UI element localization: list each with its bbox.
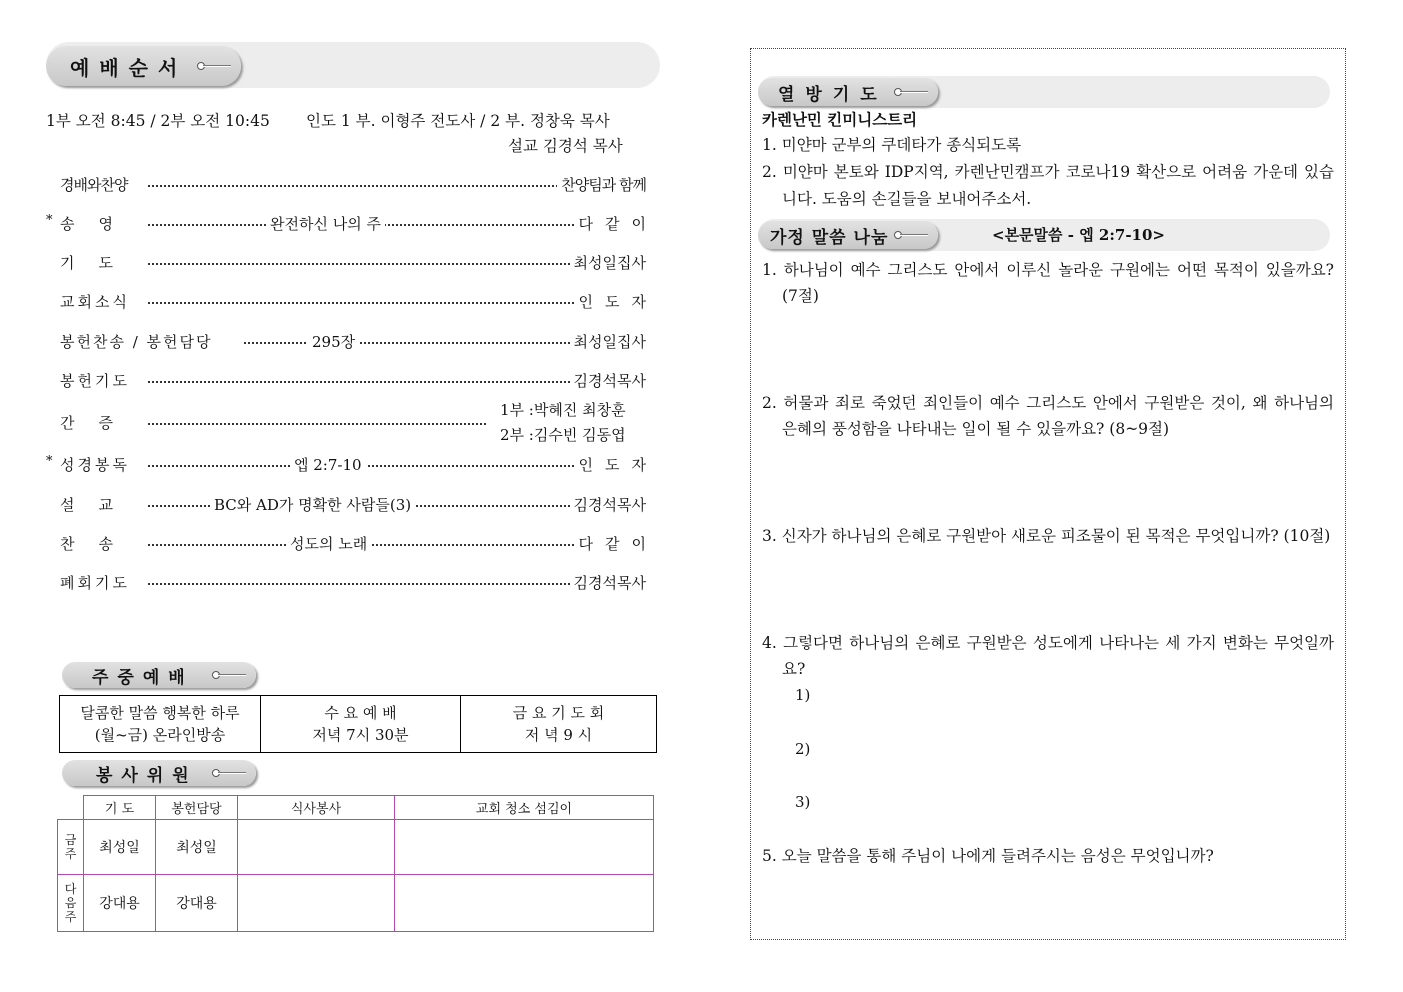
order-label: 설교 <box>60 495 137 514</box>
order-label: 경배와찬양 <box>60 175 128 194</box>
service-cell: 최성일 <box>156 820 238 875</box>
service-leaders: 인도 1 부. 이형주 전도사 / 2 부. 정창욱 목사 <box>306 112 610 130</box>
weekday-cell: 달콤한 말씀 행복한 하루 (월~금) 온라인방송 <box>60 696 261 753</box>
service-header-cell: 교회 청소 섬김이 <box>395 796 654 820</box>
order-right: 김경석목사 <box>570 572 646 593</box>
service-header <box>62 760 256 786</box>
order-right: 찬양팀과 함께 <box>557 174 646 195</box>
sermon-line: 설교 김경석 목사 <box>508 137 623 155</box>
order-row <box>46 570 646 594</box>
week-label: 다음주 <box>58 875 84 932</box>
order-middle: 295장 <box>308 331 359 352</box>
order-row <box>46 289 658 313</box>
order-label: 찬송 <box>60 534 137 553</box>
weekday-table <box>59 695 657 753</box>
prayer-header <box>758 78 938 106</box>
order-row <box>46 368 646 392</box>
service-cell <box>238 820 395 875</box>
order-row <box>46 531 658 555</box>
order-row: * 송영 완전하신 나의 주 다같이 <box>46 213 658 233</box>
knob-icon <box>212 769 246 777</box>
order-middle: 완전하신 나의 주 <box>266 213 385 234</box>
service-cell: 강대용 <box>84 875 156 932</box>
question-1: 1. 하나님이 예수 그리스도 안에서 이루신 놀라운 구원에는 어떤 목적이 있을까요? (7절) <box>762 261 1334 305</box>
order-middle: BC와 AD가 명확한 사람들(3) <box>210 494 415 515</box>
prayer-subtitle: 카렌난민 킨미니스트리 <box>762 111 918 129</box>
service-cell: 강대용 <box>156 875 238 932</box>
order-right: 최성일집사 <box>570 252 646 273</box>
order-right: 다같이 <box>575 533 658 554</box>
service-cell <box>395 875 654 932</box>
order-label: 간증 <box>60 413 137 432</box>
weekday-cell: 수 요 예 배 저녁 7시 30분 <box>261 696 461 753</box>
order-row <box>46 250 646 274</box>
order-row <box>46 492 646 516</box>
order-right: 인도자 <box>575 454 658 475</box>
service-header-cell: 봉헌담당 <box>156 796 238 820</box>
passage-label: <본문말씀 - 엡 2:7-10> <box>992 226 1165 244</box>
weekday-header <box>62 662 256 688</box>
order-label: 봉헌기도 <box>60 371 130 390</box>
weekday-cell: 금 요 기 도 회 저 녁 9 시 <box>461 696 657 753</box>
question-2: 2. 허물과 죄로 죽었던 죄인들이 예수 그리스도 안에서 구원받은 것이, 왜 하나님의 은혜의 풍성함을 나타내는 일이 될 수 있을까요? (8~9절) <box>762 394 1334 438</box>
order-label: 기도 <box>60 253 137 272</box>
section-title: 예배순서 <box>70 55 188 80</box>
week-label: 금주 <box>58 820 84 875</box>
service-header-cell: 기 도 <box>84 796 156 820</box>
knob-icon <box>894 231 928 239</box>
order-right: 최성일집사 <box>570 331 646 352</box>
sub-item: 3) <box>795 793 811 811</box>
order-label: 폐회기도 <box>60 573 130 592</box>
order-label: 성경봉독 <box>60 455 130 474</box>
section-title: 열방기도 <box>778 84 888 105</box>
order-middle: 성도의 노래 <box>286 533 371 554</box>
order-row <box>46 329 646 353</box>
order-row <box>46 172 646 196</box>
service-cell <box>395 820 654 875</box>
service-table <box>57 795 654 932</box>
order-label: 송영 <box>60 214 137 233</box>
order-right: 다같이 <box>575 213 658 234</box>
order-middle: 엡 2:7-10 <box>290 454 366 475</box>
knob-icon <box>212 671 246 679</box>
sub-item: 2) <box>795 740 811 758</box>
prayer-list <box>762 132 1334 213</box>
order-label: 교회소식 <box>60 292 130 311</box>
sub-item: 1) <box>795 686 811 704</box>
prayer-item: 1. 미얀마 군부의 쿠데타가 종식되도록 <box>762 136 1022 154</box>
order-label: 봉헌찬송 / 봉헌담당 <box>60 332 213 351</box>
testimony-names: 1부 :박혜진 최창훈 2부 :김수빈 김동엽 <box>500 401 626 444</box>
knob-icon <box>197 62 231 70</box>
prayer-item: 2. 미얀마 본토와 IDP지역, 카렌난민캠프가 코로나19 확산으로 어려움 가운데 있습니다. 도움의 손길들을 보내어주소서. <box>762 163 1334 208</box>
order-right: 김경석목사 <box>570 494 646 515</box>
section-title: 가정 말씀 나눔 <box>770 227 889 248</box>
question-4: 4. 그렇다면 하나님의 은혜로 구원받은 성도에게 나타나는 세 가지 변화는 무엇일까요? <box>762 634 1334 678</box>
order-row: * 성경봉독 엡 2:7-10 인도자 <box>46 454 658 474</box>
section-title: 주중예배 <box>92 667 194 688</box>
knob-icon <box>894 88 928 96</box>
section-title: 봉사위원 <box>96 765 198 786</box>
service-cell <box>238 875 395 932</box>
question-3: 3. 신자가 하나님의 은혜로 구원받아 새로운 피조물이 된 목적은 무엇입니까? (10절) <box>762 527 1331 545</box>
service-cell: 최성일 <box>84 820 156 875</box>
worship-order-header <box>46 46 241 86</box>
service-header-cell: 식사봉사 <box>238 796 395 820</box>
service-times: 1부 오전 8:45 / 2부 오전 10:45 <box>46 112 270 130</box>
order-right: 김경석목사 <box>570 370 646 391</box>
question-5: 5. 오늘 말씀을 통해 주님이 나에게 들려주시는 음성은 무엇입니까? <box>762 847 1214 865</box>
order-right: 인도자 <box>575 291 658 312</box>
family-header <box>758 221 938 249</box>
